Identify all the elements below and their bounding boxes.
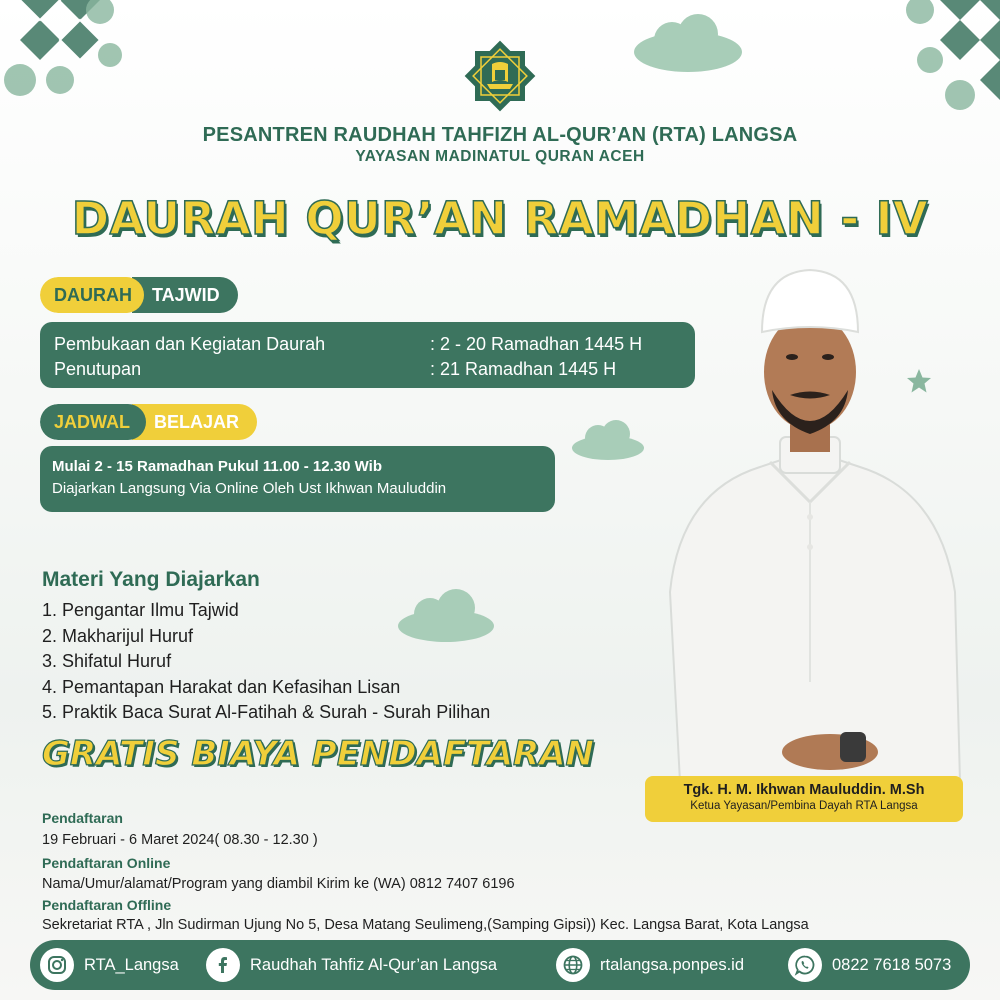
badge-daurah: DAURAH [40, 277, 144, 313]
cloud-icon [632, 12, 744, 74]
daurah-tajwid-badge [40, 277, 238, 313]
jadwal-belajar-badge [40, 404, 257, 440]
badge-jadwal: JADWAL [40, 404, 146, 440]
badge-belajar: BELAJAR [132, 404, 257, 440]
list-item: 2. Makharijul Huruf [42, 625, 194, 646]
instagram-link[interactable] [40, 948, 179, 982]
facebook-icon [206, 948, 240, 982]
list-item: 3. Shifatul Huruf [42, 651, 172, 671]
materials-list [42, 598, 490, 726]
speaker-caption [645, 776, 963, 822]
globe-icon [556, 948, 590, 982]
contact-footer [30, 940, 970, 990]
materials-title: Materi Yang Diajarkan [42, 568, 260, 591]
website-url: rtalangsa.ponpes.id [600, 955, 745, 974]
whatsapp-link[interactable] [788, 948, 951, 982]
registration-heading: Pendaftaran [42, 810, 123, 826]
registration-dates: 19 Februari - 6 Maret 2024( 08.30 - 12.30 ) [42, 832, 318, 848]
facebook-link[interactable] [206, 948, 497, 982]
list-item: 1. Pengantar Ilmu Tajwid [42, 600, 239, 620]
registration-offline-heading: Pendaftaran Offline [42, 897, 172, 913]
schedule-value-closing: : 21 Ramadhan 1445 H [430, 359, 617, 379]
whatsapp-icon [788, 948, 822, 982]
registration-online-heading: Pendaftaran Online [42, 855, 171, 871]
website-link[interactable] [556, 948, 744, 982]
study-mode: Diajarkan Langsung Via Online Oleh Ust Ikhwan Mauluddin [52, 480, 447, 497]
cloud-icon [570, 418, 646, 462]
list-item: 4. Pemantapan Harakat dan Kefasihan Lisan [42, 676, 401, 697]
facebook-page: Raudhah Tahfiz Al-Qur’an Langsa [250, 955, 498, 974]
schedule-label-opening: Pembukaan dan Kegiatan Daurah [54, 334, 326, 354]
foundation-name: YAYASAN MADINATUL QURAN ACEH [355, 148, 645, 165]
registration-online-text: Nama/Umur/alamat/Program yang diambil Kirim ke (WA) 0812 7407 6196 [42, 876, 515, 892]
speaker-role: Ketua Yayasan/Pembina Dayah RTA Langsa [690, 800, 918, 812]
quran-star-logo-icon [462, 38, 538, 114]
schedule-label-closing: Penutupan [54, 359, 142, 379]
whatsapp-number: 0822 7618 5073 [832, 955, 952, 974]
registration-offline-text: Sekretariat RTA , Jln Sudirman Ujung No 5, Desa Matang Seulimeng,(Samping Gipsi)) Kec. Langsa Barat, Kota Langsa [42, 917, 809, 933]
instagram-handle: RTA_Langsa [84, 955, 179, 974]
schedule-box [40, 322, 695, 388]
free-registration-banner: GRATIS BIAYA PENDAFTARAN [42, 734, 594, 774]
speaker-photo [640, 262, 980, 782]
institution-name: PESANTREN RAUDHAH TAHFIZH AL-QUR’AN (RTA) LANGSA [202, 124, 798, 146]
study-schedule-box [40, 446, 555, 512]
list-item: 5. Praktik Baca Surat Al-Fatihah & Surah - Surah Pilihan [42, 702, 491, 722]
study-time: Mulai 2 - 15 Ramadhan Pukul 11.00 - 12.30 Wib [52, 458, 382, 475]
event-title: DAURAH QUR’AN RAMADHAN - IV [71, 192, 929, 245]
schedule-value-opening: : 2 - 20 Ramadhan 1445 H [430, 334, 643, 354]
badge-tajwid: TAJWID [132, 277, 238, 313]
speaker-name: Tgk. H. M. Ikhwan Mauluddin. M.Sh [683, 782, 925, 798]
instagram-icon [40, 948, 74, 982]
